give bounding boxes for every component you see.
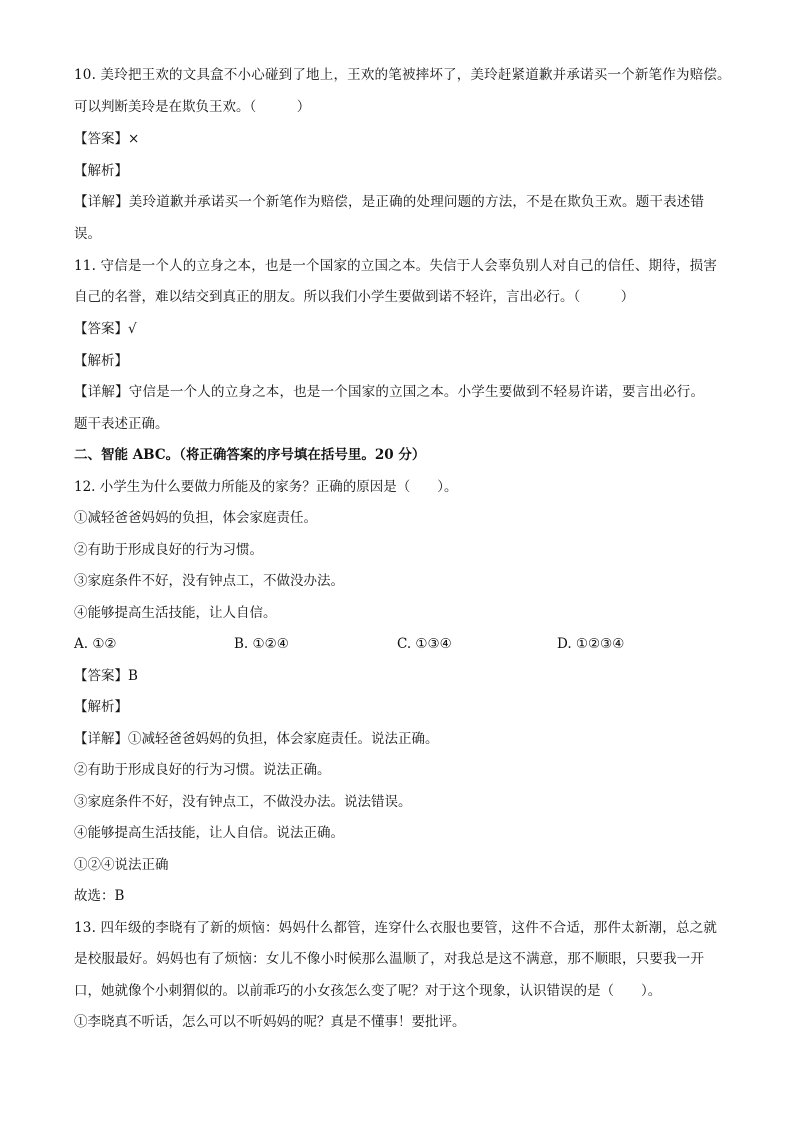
q12-answer: 【答案】B xyxy=(74,668,138,684)
q12-option-d: D. ①②③④ xyxy=(557,636,625,652)
q12-detail-line-1: 【详解】①减轻爸爸妈妈的负担，体会家庭责任。说法正确。 xyxy=(74,731,439,747)
q12-analysis-heading: 【解析】 xyxy=(74,699,128,715)
q13-item-1: ①李晓真不听话，怎么可以不听妈妈的呢？真是不懂事！要批评。 xyxy=(74,1014,466,1030)
q13-text-line-2: 是校服最好。妈妈也有了烦恼：女儿不像小时候那么温顺了，对我总是这不满意，那不顺眼，只要我一开 xyxy=(74,951,705,967)
q12-option-c: C. ①③④ xyxy=(397,636,452,652)
q11-detail-line-2: 题干表述正确。 xyxy=(74,416,169,432)
q12-item-2: ②有助于形成良好的行为习惯。 xyxy=(74,542,263,558)
q10-detail-line-2: 误。 xyxy=(74,226,101,242)
q12-item-4: ④能够提高生活技能，让人自信。 xyxy=(74,605,277,621)
q11-answer: 【答案】√ xyxy=(74,321,137,337)
q10-answer: 【答案】× xyxy=(74,131,140,147)
q12-detail-summary: ①②④说法正确 xyxy=(74,857,169,873)
q10-detail-line-1: 【详解】美玲道歉并承诺买一个新笔作为赔偿，是正确的处理问题的方法，不是在欺负王欢。题干表述错 xyxy=(74,194,705,210)
q13-text-line-3: 口，她就像个小刺猬似的。以前乖巧的小女孩怎么变了呢？对于这个现象，认识错误的是（ ）。 xyxy=(74,983,662,999)
q13-text-line-1: 13. 四年级的李晓有了新的烦恼：妈妈什么都管，连穿什么衣服也要管，这件不合适，那件太新潮，总之就 xyxy=(74,920,718,936)
q12-detail-line-3: ③家庭条件不好，没有钟点工，不做没办法。说法错误。 xyxy=(74,794,412,810)
q11-text-line-2: 自己的名誉，难以结交到真正的朋友。所以我们小学生要做到诺不轻许，言出必行。（ ） xyxy=(74,289,635,305)
q12-item-3: ③家庭条件不好，没有钟点工，不做没办法。 xyxy=(74,573,344,589)
q10-text-line-2: 可以判断美玲是在欺负王欢。（ ） xyxy=(74,99,311,115)
q11-analysis-heading: 【解析】 xyxy=(74,353,128,369)
q10-text-line-1: 10. 美玲把王欢的文具盒不小心碰到了地上，王欢的笔被摔坏了，美玲赶紧道歉并承诺买一个新笔作为赔偿。 xyxy=(74,67,731,83)
q11-detail-line-1: 【详解】守信是一个人的立身之本，也是一个国家的立国之本。小学生要做到不轻易许诺，要言出必行。 xyxy=(74,384,705,400)
q12-option-b: B. ①②④ xyxy=(234,636,289,652)
q12-option-a: A. ①② xyxy=(74,636,117,652)
q11-text-line-1: 11. 守信是一个人的立身之本，也是一个国家的立国之本。失信于人会辜负别人对自己的信任、期待，损害 xyxy=(74,258,718,274)
q12-detail-line-2: ②有助于形成良好的行为习惯。说法正确。 xyxy=(74,762,331,778)
section-two-heading: 二、智能 ABC。（将正确答案的序号填在括号里。20 分） xyxy=(74,447,426,463)
q12-stem: 12. 小学生为什么要做力所能及的家务？正确的原因是（ ）。 xyxy=(74,479,458,495)
q10-analysis-heading: 【解析】 xyxy=(74,163,128,179)
q12-choice: 故选：B xyxy=(74,888,125,904)
q12-item-1: ①减轻爸爸妈妈的负担，体会家庭责任。 xyxy=(74,510,317,526)
q12-detail-line-4: ④能够提高生活技能，让人自信。说法正确。 xyxy=(74,825,344,841)
